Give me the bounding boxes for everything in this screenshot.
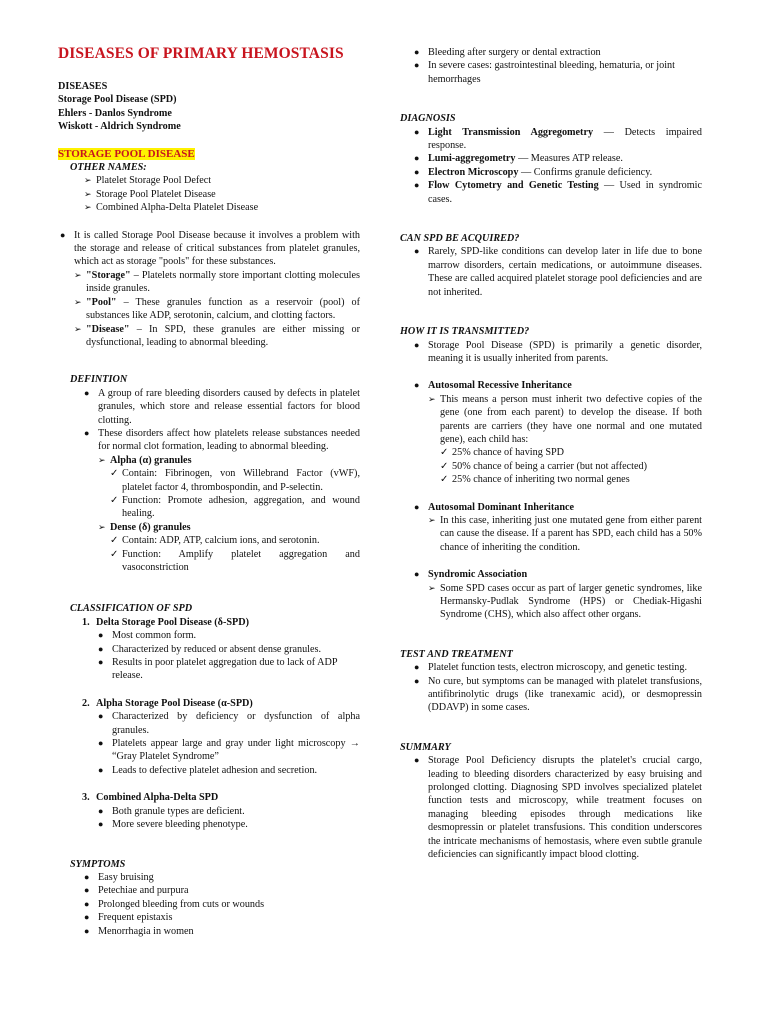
list-item <box>412 568 702 622</box>
dominant-label: Autosomal Dominant Inheritance <box>428 501 575 513</box>
term-text: — Used in syndromic cases. <box>428 180 702 205</box>
dominant-sublist <box>428 514 702 554</box>
recessive-sublist <box>428 393 702 487</box>
spd-heading: STORAGE POOL DISEASE <box>58 147 195 160</box>
right-column <box>400 46 702 862</box>
symptoms-block <box>70 858 360 938</box>
term-text: — Measures ATP release. <box>515 153 623 165</box>
item-number: 3. <box>82 792 90 804</box>
classification-label: Combined Alpha-Delta SPD <box>96 792 219 804</box>
term-text: – In SPD, these granules are either missing or dysfunctional, leading to abnormal bleeding. <box>86 323 360 348</box>
alpha-granules-label: Alpha (α) granules <box>110 454 192 466</box>
disease-item: Storage Pool Disease (SPD) <box>58 94 177 106</box>
transmission-block <box>400 325 702 622</box>
diagnosis-block <box>400 112 702 206</box>
spd-intro-text: It is called Storage Pool Disease because it involves a problem with the storage and release of critical substances from platelet granules, which act as storage "pools" for these substances. <box>74 229 360 268</box>
term: Electron Microscopy <box>428 166 519 178</box>
list-item: ➢ Combined Alpha-Delta Platelet Disease <box>84 201 360 214</box>
spd-intro-list <box>58 229 360 350</box>
diseases-heading: DISEASES <box>58 81 108 92</box>
page-title: DISEASES OF PRIMARY HEMOSTASIS <box>58 45 344 62</box>
term-text: – Platelets normally store important clotting molecules inside granules. <box>86 269 360 295</box>
symptoms-list <box>82 871 360 938</box>
other-names-list <box>84 174 360 214</box>
term: "Pool" <box>86 296 117 308</box>
list-item: ● Characterized by reduced or absent dense granules. <box>96 643 360 656</box>
list-item: ➢ Some SPD cases occur as part of larger genetic syndromes, like Hermansky-Pudlak Syndrome (HPS) or Chediak-Higashi Syndrome (CHS), which also affect other organs. <box>428 582 702 622</box>
term-text: – These granules function as a reservoir (pool) of substances like ADP, serotonin, calcium, and clotting factors. <box>86 296 360 322</box>
other-names-heading: OTHER NAMES: <box>70 162 147 174</box>
list-item: ✓ 50% chance of being a carrier (but not affected) <box>440 460 702 473</box>
definition-heading: DEFINTION <box>70 374 128 386</box>
summary-list <box>412 754 702 861</box>
list-item: ● Storage Pool Deficiency disrupts the platelet's crucial cargo, leading to bleeding disorders characterized by easy bruising and prolonged clotting. Diagnosing SPD involves specialized platelet function tests and microscopy, while treatment focuses on managing bleeding episodes through medications like desmopressin or platelet transfusions. This condition underscores the intricate mechanisms of hemostasis, where even subtle granule deficiencies can significantly impact blood clotting. <box>412 754 702 861</box>
diagnosis-list <box>412 126 702 206</box>
classification-label: Delta Storage Pool Disease (δ-SPD) <box>96 616 249 628</box>
term-text: — Confirms granule deficiency. <box>518 166 653 178</box>
spd-block <box>58 148 360 350</box>
list-item: ✓ Function: Amplify platelet aggregation and vasoconstriction <box>110 548 360 575</box>
list-item <box>412 126 702 153</box>
disease-item: Wiskott - Aldrich Syndrome <box>58 121 181 133</box>
list-item <box>82 616 360 683</box>
term: Light Transmission Aggregometry <box>428 126 594 138</box>
list-item: ● Easy bruising <box>82 871 360 884</box>
list-item: ✓ Contain: ADP, ATP, calcium ions, and serotonin. <box>110 534 360 547</box>
transmission-list <box>412 339 702 622</box>
list-item: ● Bleeding after surgery or dental extraction <box>412 46 702 59</box>
list-item <box>82 697 360 777</box>
list-item: ● Most common form. <box>96 629 360 642</box>
list-item: ● Frequent epistaxis <box>82 911 360 924</box>
list-item: ● Both granule types are deficient. <box>96 805 360 818</box>
list-item <box>74 269 360 296</box>
symptoms-heading: SYMPTOMS <box>70 858 126 870</box>
list-item: ● More severe bleeding phenotype. <box>96 818 360 831</box>
term: "Storage" <box>86 269 131 281</box>
list-item: ● Petechiae and purpura <box>82 884 360 897</box>
syndromic-sublist <box>428 582 702 622</box>
list-item <box>412 379 702 486</box>
list-item: ● Results in poor platelet aggregation due to lack of ADP release. <box>96 656 360 683</box>
spd-terms-list <box>74 269 360 349</box>
term: Flow Cytometry and Genetic Testing <box>428 180 599 192</box>
alpha-granules-list <box>110 467 360 521</box>
list-item <box>412 166 702 179</box>
list-item: ● Leads to defective platelet adhesion and secretion. <box>96 764 360 777</box>
list-item: ● Rarely, SPD-like conditions can develop later in life due to bone marrow disorders, certain medications, or autoimmune diseases. These are called acquired platelet storage pool deficiencies and are not inherited. <box>412 245 702 299</box>
disease-item: Ehlers - Danlos Syndrome <box>58 107 172 119</box>
dense-granules-list <box>110 534 360 574</box>
list-item <box>98 454 360 521</box>
diseases-block <box>58 80 360 134</box>
definition-block <box>70 373 360 574</box>
classification-block <box>70 602 360 831</box>
list-item <box>74 296 360 323</box>
chance-list <box>440 446 702 486</box>
definition-list <box>82 387 360 575</box>
classification-heading: CLASSIFICATION OF SPD <box>70 603 193 615</box>
recessive-label: Autosomal Recessive Inheritance <box>428 380 572 392</box>
list-item: ● Prolonged bleeding from cuts or wounds <box>82 898 360 911</box>
acquired-list <box>412 245 702 299</box>
treatment-list <box>412 661 702 715</box>
list-item <box>98 521 360 575</box>
symptoms-list-continued <box>412 46 702 86</box>
list-item <box>412 179 702 206</box>
list-item <box>74 323 360 350</box>
item-number: 2. <box>82 697 90 709</box>
classification-sublist <box>96 710 360 777</box>
list-item: ● A group of rare bleeding disorders caused by defects in platelet granules, which store and release essential factors for blood clotting. <box>82 387 360 427</box>
classification-sublist <box>96 629 360 683</box>
list-item: ✓ 25% chance of having SPD <box>440 446 702 459</box>
list-item <box>58 229 360 350</box>
list-item: ✓ 25% chance of inheriting two normal genes <box>440 473 702 486</box>
classification-sublist <box>96 805 360 832</box>
list-item: ● No cure, but symptoms can be managed with platelet transfusions, antifibrinolytic drugs (like tranexamic acid), or desmopressin (DDAVP) in some cases. <box>412 675 702 715</box>
acquired-block <box>400 232 702 299</box>
list-item: ✓ Contain: Fibrinogen, von Willebrand Factor (vWF), platelet factor 4, thrombospondin, and P-selectin. <box>110 467 360 494</box>
dense-granules-label: Dense (δ) granules <box>110 521 191 533</box>
summary-block <box>400 741 702 862</box>
definition-text: These disorders affect how platelets release substances needed for normal clot formation, leading to abnormal bleeding. <box>98 427 360 453</box>
term: Lumi-aggregometry <box>428 153 516 165</box>
treatment-heading: TEST AND TREATMENT <box>400 648 513 660</box>
list-item: ➢ In this case, inheriting just one mutated gene from either parent can cause the disease. If a parent has SPD, each child has a 50% chance of inheriting the condition. <box>428 514 702 554</box>
list-item <box>428 393 702 487</box>
left-column <box>58 40 360 938</box>
item-number: 1. <box>82 616 90 628</box>
diagnosis-heading: DIAGNOSIS <box>400 113 456 125</box>
syndromic-label: Syndromic Association <box>428 569 528 581</box>
list-item: ● Platelet function tests, electron microscopy, and genetic testing. <box>412 661 702 674</box>
list-item <box>82 427 360 574</box>
list-item: ● Menorrhagia in women <box>82 925 360 938</box>
classification-label: Alpha Storage Pool Disease (α-SPD) <box>96 697 253 709</box>
treatment-block <box>400 648 702 715</box>
list-item: ✓ Function: Promote adhesion, aggregation, and wound healing. <box>110 494 360 521</box>
list-item: ● Storage Pool Disease (SPD) is primarily a genetic disorder, meaning it is usually inherited from parents. <box>412 339 702 366</box>
transmission-heading: HOW IT IS TRANSMITTED? <box>400 326 530 338</box>
granule-types <box>98 454 360 575</box>
term-text: — Detects impaired response. <box>428 126 702 152</box>
classification-list <box>82 616 360 832</box>
list-item <box>412 152 702 165</box>
list-item <box>82 791 360 831</box>
list-item <box>412 501 702 555</box>
term: "Disease" <box>86 323 130 335</box>
summary-heading: SUMMARY <box>400 741 451 753</box>
list-item: ➢ Platelet Storage Pool Defect <box>84 174 360 187</box>
list-item: ➢ Storage Pool Platelet Disease <box>84 188 360 201</box>
list-item: ● In severe cases: gastrointestinal bleeding, hematuria, or joint hemorrhages <box>412 59 702 86</box>
list-item: ● Characterized by deficiency or dysfunction of alpha granules. <box>96 710 360 737</box>
list-item: ● Platelets appear large and gray under light microscopy → “Gray Platelet Syndrome” <box>96 737 360 764</box>
recessive-text: This means a person must inherit two defective copies of the gene (one from each parent) to develop the disease. If both parents are carriers (they have one normal and one mutated gene), each child has: <box>440 393 702 445</box>
acquired-heading: CAN SPD BE ACQUIRED? <box>400 233 520 245</box>
